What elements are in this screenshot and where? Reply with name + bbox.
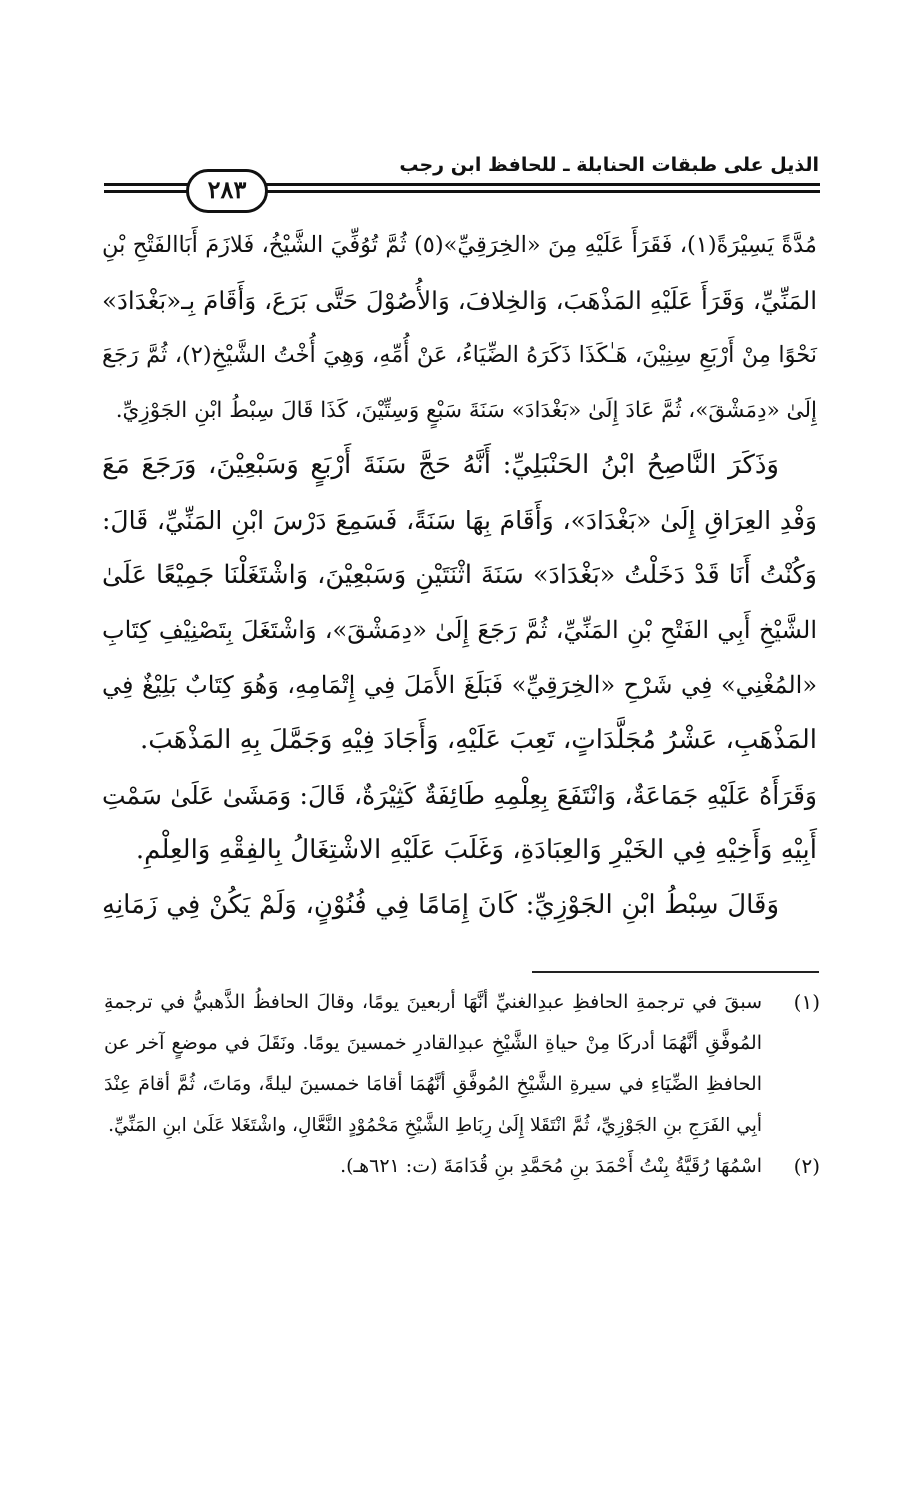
footnote-separator (532, 971, 819, 973)
text-line: وَكُنْتُ أَنَا قَدْ دَخَلْتُ «بَغْدَادَ» سَنَةَ اثْنَتَيْنِ وَسَبْعِيْنَ، وَاشْتَغَلْنَا جَمِيْعًا عَلَىٰ (102, 560, 817, 590)
text-line: أَبِيْهِ وَأَخِيْهِ فِي الخَيْرِ وَالعِبَادَةِ، وَغَلَبَ عَلَيْهِ الاشْتِغَالُ بِالفِقْهِ وَالعِلْمِ. (135, 835, 817, 865)
text-line: إِلَىٰ «دِمَشْقَ»، ثُمَّ عَادَ إِلَىٰ «بَغْدَادَ» سَنَةَ سَبْعٍ وَسِتِّيْنَ، كَذَا قَالَ سِبْطُ ابْنِ الجَوْزِيِّ. (115, 398, 817, 423)
running-title: الذيل على طبقات الحنابلة ـ للحافظ ابن رجب (399, 154, 819, 176)
footnote-text (104, 982, 762, 1146)
footnote-line: الحافظِ الضِّيَاءِ في سيرةِ الشَّيْخِ المُوفَّقِ أنَّهُمَا أقامَا خمسينَ ليلةً، ومَاتَ، ثُمَّ أقامَ عِنْدَ (104, 1073, 762, 1095)
text-line: الشَّيْخِ أَبِي الفَتْحِ بْنِ المَنِّيِّ، ثُمَّ رَجَعَ إِلَىٰ «دِمَشْقَ»، وَاشْتَغَلَ بِتَصْنِيْفِ كِتَابِ (102, 616, 817, 644)
text-line: المَذْهَبِ، عَشْرُ مُجَلَّدَاتٍ، تَعِبَ عَلَيْهِ، وَأَجَادَ فِيْهِ وَجَمَّلَ بِهِ المَذْهَبَ. (140, 725, 817, 755)
page-number: ٢٨٣ (186, 169, 268, 213)
footnote-1 (104, 982, 820, 1146)
footnote-line: أبِي الفَرَجِ بنِ الجَوْزِيِّ، ثُمَّ انْتَقَلا إِلَىٰ رِبَاطِ الشَّيْخِ مَحْمُوْدٍ النَّعَّالِ، واشْتَغَلا عَلَىٰ ابنِ المَنِّيِّ. (108, 1115, 762, 1136)
footnote-text (104, 1146, 762, 1187)
paragraph-start-line: وَذَكَرَ النَّاصِحُ ابْنُ الحَنْبَلِيِّ: أَنَّهُ حَجَّ سَنَةَ أَرْبَعٍ وَسَبْعِيْنَ، وَرَجَعَ مَعَ (102, 450, 779, 480)
text-line: المَنِّيِّ، وَقَرَأَ عَلَيْهِ المَذْهَبَ، وَالخِلافَ، وَالأُصُوْلَ حَتَّى بَرَعَ، وَأَقَامَ بِـ«بَغْدَادَ» (102, 286, 817, 315)
paragraph-start-line: وَقَالَ سِبْطُ ابْنِ الجَوْزِيِّ: كَانَ إِمَامًا فِي فُنُوْنٍ، وَلَمْ يَكُنْ فِي زَمَانِهِ (102, 890, 779, 920)
main-text (102, 218, 817, 933)
text-line: «المُغْنِي» فِي شَرْحِ «الخِرَقِيِّ» فَبَلَغَ الأَمَلَ فِي إِتْمَامِهِ، وَهُوَ كِتَابٌ بَلِيْغٌ فِي (102, 671, 817, 699)
footnote-number: (٢) (793, 1154, 820, 1178)
text-line: وَفْدِ العِرَاقِ إِلَىٰ «بَغْدَادَ»، وَأَقَامَ بِهَا سَنَةً، فَسَمِعَ دَرْسَ ابْنِ المَنِّيِّ، قَالَ: (102, 506, 817, 535)
text-line: نَحْوًا مِنْ أَرْبَعِ سِنِيْنَ، هَـٰكَذَا ذَكَرَهُ الضِّيَاءُ، عَنْ أُمِّهِ، وَهِيَ أُخْتُ الشَّيْخِ(٢)، ثُمَّ رَجَعَ (102, 342, 817, 368)
footnote-number: (١) (793, 990, 820, 1014)
footnote-2 (104, 1146, 820, 1187)
text-line: وَقَرَأَهُ عَلَيْهِ جَمَاعَةٌ، وَانْتَفَعَ بِعِلْمِهِ طَائِفَةٌ كَثِيْرَةٌ، قَالَ: وَمَشَىٰ عَلَىٰ سَمْتِ (102, 781, 817, 810)
footnotes (104, 982, 820, 1187)
text-line: مُدَّةً يَسِيْرَةً(١)، فَقَرَأَ عَلَيْهِ مِنَ «الخِرَقِيِّ»(٥) ثُمَّ تُوُفِّيَ الشَّيْخُ، فَلازَمَ أَبَاالفَتْحِ بْنِ (102, 232, 817, 258)
footnote-line: سبقَ في ترجمةِ الحافظِ عبدِالغنيِّ أنَّهَا أربعينَ يومًا، وقالَ الحافظُ الذَّهبيُّ في ترجمةِ (104, 991, 762, 1013)
footnote-line: اسْمُهَا رُقَيَّةُ بِنْتُ أَحْمَدَ بنِ مُحَمَّدِ بنِ قُدَامَةَ (ت: ٦٢١هـ). (340, 1155, 762, 1177)
footnote-line: المُوفَّقِ أنَّهُمَا أدركَا مِنْ حياةِ الشَّيْخِ عبدِالقادرِ خمسينَ يومًا. ونَقَلَ في موضعٍ آخر عن (104, 1032, 762, 1054)
